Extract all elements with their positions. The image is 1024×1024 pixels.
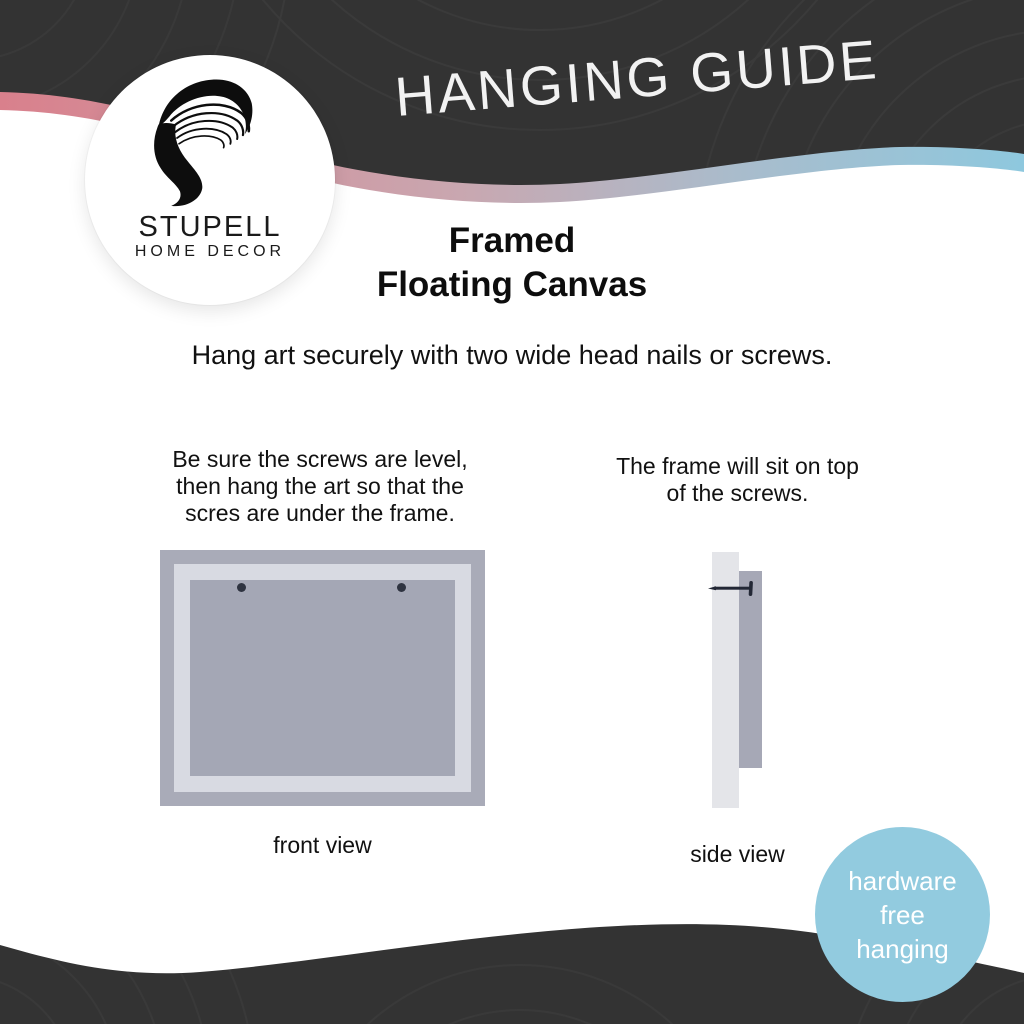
product-title-line1: Framed (448, 221, 576, 260)
frame-mat-border (174, 564, 471, 792)
badge-line1: hardware (848, 865, 957, 896)
product-title-line2: Floating Canvas (376, 265, 648, 304)
frame-canvas-area (190, 580, 455, 776)
brand-name: STUPELL (138, 211, 282, 243)
stupell-s-swoosh-icon (147, 69, 273, 207)
screw-dot-right (397, 583, 406, 592)
nail-icon (708, 577, 758, 601)
brand-subtitle: HOME DECOR (134, 243, 286, 260)
badge-line2: free (880, 899, 925, 930)
tagline: Hang art securely with two wide head nails or screws. (191, 340, 833, 370)
side-instruction-line1: The frame will sit on top (616, 453, 859, 479)
side-view-instruction (590, 453, 885, 507)
front-view-caption: front view (273, 832, 372, 858)
badge-line3: hanging (856, 933, 949, 964)
front-instruction-line1: Be sure the screws are level, (172, 446, 468, 472)
side-instruction-line2: of the screws. (666, 480, 809, 506)
side-view-caption: side view (690, 841, 785, 867)
brand-logo (85, 55, 335, 305)
front-view-frame-diagram (160, 550, 485, 806)
front-view-instruction (140, 446, 500, 527)
front-instruction-line2: then hang the art so that the (176, 473, 464, 499)
page-title: HANGING GUIDE (392, 28, 882, 128)
front-instruction-line3: scres are under the frame. (185, 500, 455, 526)
hardware-free-hanging-badge (815, 827, 990, 1002)
screw-dot-left (237, 583, 246, 592)
